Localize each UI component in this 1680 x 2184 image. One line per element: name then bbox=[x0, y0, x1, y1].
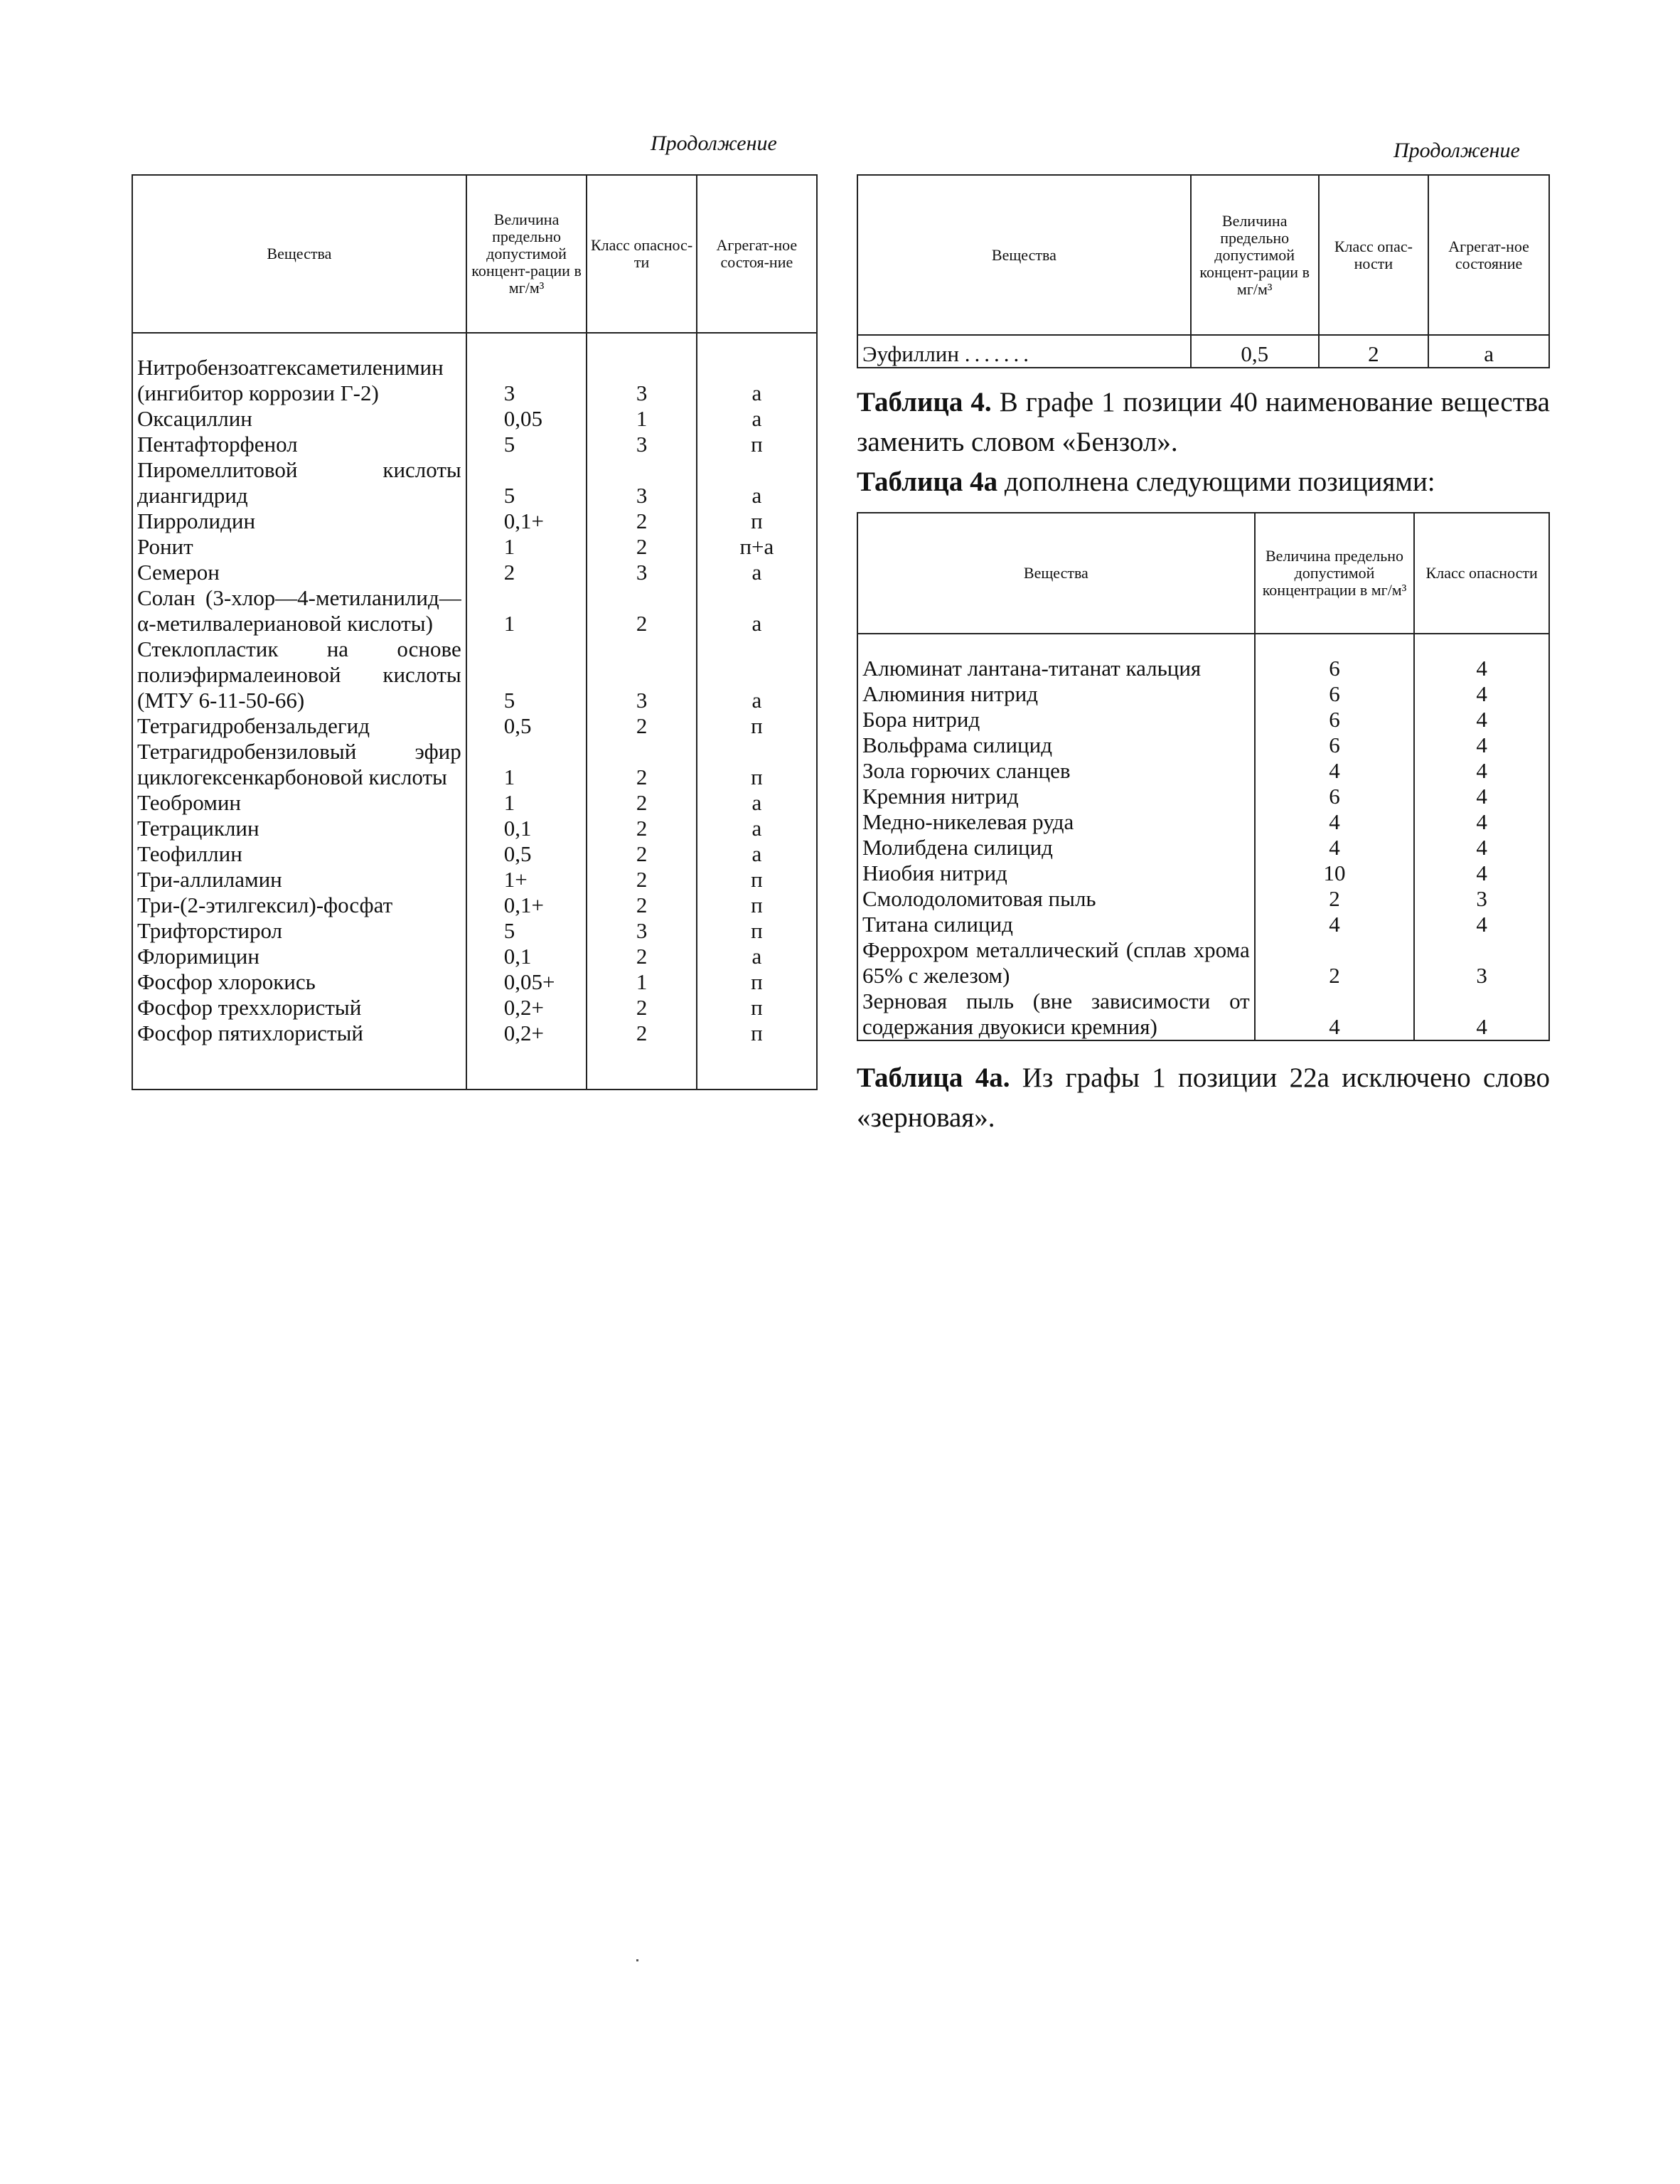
substance-name: Солан (3-хлор—4-метиланилид—α-метилвалериановой кислоты) bbox=[132, 585, 466, 636]
table-row bbox=[857, 335, 1549, 368]
table-row bbox=[132, 893, 817, 918]
table-row bbox=[132, 995, 817, 1021]
substance-name: Стеклопластик на основе полиэфирмалеиновой кислоты (МТУ 6-11-50-66) bbox=[132, 636, 466, 713]
table-row bbox=[132, 508, 817, 534]
concentration-value: 1 bbox=[466, 585, 587, 636]
substance-name: Теофиллин bbox=[132, 841, 466, 867]
table-row bbox=[857, 912, 1549, 937]
concentration-value: 0,1+ bbox=[466, 508, 587, 534]
substance-name: Ниобия нитрид bbox=[857, 861, 1255, 886]
table-row bbox=[132, 534, 817, 560]
table-row bbox=[132, 432, 817, 457]
concentration-value: 0,1 bbox=[466, 944, 587, 969]
header-substances: Вещества bbox=[857, 513, 1255, 634]
hazard-class-value: 4 bbox=[1414, 835, 1549, 861]
table-row bbox=[857, 784, 1549, 809]
concentration-value: 0,05+ bbox=[466, 969, 587, 995]
substance-name: Пирролидин bbox=[132, 508, 466, 534]
concentration-value: 6 bbox=[1255, 733, 1415, 758]
table-row bbox=[132, 944, 817, 969]
hazard-class-value: 2 bbox=[587, 534, 696, 560]
table-row bbox=[857, 758, 1549, 784]
hazard-class-value: 3 bbox=[587, 457, 696, 508]
table-row bbox=[132, 406, 817, 432]
substances-table-left bbox=[132, 174, 818, 1090]
aggregate-state-value: п bbox=[697, 893, 817, 918]
substance-name: Алюминия нитрид bbox=[857, 681, 1255, 707]
aggregate-state-value: а bbox=[697, 333, 817, 406]
concentration-value: 2 bbox=[1255, 886, 1415, 912]
hazard-class-value: 4 bbox=[1414, 989, 1549, 1040]
concentration-value: 5 bbox=[466, 432, 587, 457]
substance-name: Трифторстирол bbox=[132, 918, 466, 944]
substance-name: Эуфиллин ....... bbox=[857, 335, 1191, 368]
concentration-value: 4 bbox=[1255, 809, 1415, 835]
substance-name: Титана силицид bbox=[857, 912, 1255, 937]
aggregate-state-value: п bbox=[697, 739, 817, 790]
hazard-class-value: 3 bbox=[587, 333, 696, 406]
header-max-concentration: Величина предельно допустимой концентрации в мг/м³ bbox=[1255, 513, 1415, 634]
concentration-value: 10 bbox=[1255, 861, 1415, 886]
table-row bbox=[132, 457, 817, 508]
concentration-value: 0,1 bbox=[466, 816, 587, 841]
hazard-class-value: 4 bbox=[1414, 861, 1549, 886]
note-table-4a-text: дополнена следующими позициями: bbox=[997, 467, 1435, 497]
substance-name: Смолодоломитовая пыль bbox=[857, 886, 1255, 912]
table-row bbox=[857, 861, 1549, 886]
table-row bbox=[132, 333, 817, 406]
substance-name: Феррохром металлический (сплав хрома 65% с железом) bbox=[857, 937, 1255, 989]
concentration-value: 1+ bbox=[466, 867, 587, 893]
substance-name: Пиромеллитовой кислоты диангидрид bbox=[132, 457, 466, 508]
aggregate-state-value: п bbox=[697, 918, 817, 944]
substance-name: Теобромин bbox=[132, 790, 466, 816]
substance-name: Три-аллиламин bbox=[132, 867, 466, 893]
hazard-class-value: 3 bbox=[587, 432, 696, 457]
substances-table-4a bbox=[857, 512, 1550, 1041]
aggregate-state-value: а bbox=[1428, 335, 1549, 368]
hazard-class-value: 1 bbox=[587, 969, 696, 995]
header-hazard-class: Класс опасности bbox=[1414, 513, 1549, 634]
concentration-value: 0,2+ bbox=[466, 995, 587, 1021]
hazard-class-value: 3 bbox=[1414, 886, 1549, 912]
substance-name: Алюминат лантана-титанат кальция bbox=[857, 634, 1255, 681]
substance-name: Кремния нитрид bbox=[857, 784, 1255, 809]
table-row bbox=[132, 585, 817, 636]
note-table-4a-exclusion bbox=[857, 1058, 1550, 1138]
table-header-row bbox=[857, 513, 1549, 634]
aggregate-state-value: а bbox=[697, 841, 817, 867]
table-row bbox=[857, 733, 1549, 758]
substance-name: Тетрациклин bbox=[132, 816, 466, 841]
concentration-value: 0,5 bbox=[466, 841, 587, 867]
concentration-value: 4 bbox=[1255, 758, 1415, 784]
table-row bbox=[132, 739, 817, 790]
table-row bbox=[132, 816, 817, 841]
aggregate-state-value: а bbox=[697, 816, 817, 841]
aggregate-state-value: а bbox=[697, 636, 817, 713]
hazard-class-value: 4 bbox=[1414, 733, 1549, 758]
hazard-class-value: 3 bbox=[587, 560, 696, 585]
aggregate-state-value: а bbox=[697, 406, 817, 432]
table-row bbox=[857, 937, 1549, 989]
aggregate-state-value: п bbox=[697, 508, 817, 534]
table-row bbox=[857, 835, 1549, 861]
concentration-value: 3 bbox=[466, 333, 587, 406]
concentration-value: 4 bbox=[1255, 835, 1415, 861]
concentration-value: 5 bbox=[466, 457, 587, 508]
hazard-class-value: 2 bbox=[1319, 335, 1429, 368]
continuation-label-right: Продолжение bbox=[1393, 139, 1520, 162]
table-row bbox=[857, 681, 1549, 707]
substances-table-right-continued bbox=[857, 174, 1550, 368]
substance-name: Пентафторфенол bbox=[132, 432, 466, 457]
substance-name: Ронит bbox=[132, 534, 466, 560]
table-row bbox=[132, 560, 817, 585]
aggregate-state-value: п bbox=[697, 713, 817, 739]
concentration-value: 6 bbox=[1255, 707, 1415, 733]
aggregate-state-value: п bbox=[697, 432, 817, 457]
concentration-value: 5 bbox=[466, 918, 587, 944]
right-column bbox=[857, 174, 1550, 1138]
aggregate-state-value: а bbox=[697, 790, 817, 816]
concentration-value: 2 bbox=[1255, 937, 1415, 989]
substance-name: Тетрагидробензиловый эфир циклогексенкарбоновой кислоты bbox=[132, 739, 466, 790]
substance-name: Зола горючих сланцев bbox=[857, 758, 1255, 784]
substance-name: Бора нитрид bbox=[857, 707, 1255, 733]
concentration-value: 2 bbox=[466, 560, 587, 585]
substance-name: Вольфрама силицид bbox=[857, 733, 1255, 758]
header-substances: Вещества bbox=[857, 175, 1191, 335]
hazard-class-value: 4 bbox=[1414, 681, 1549, 707]
header-hazard-class: Класс опаснос-ти bbox=[587, 175, 696, 333]
header-substances: Вещества bbox=[132, 175, 466, 333]
concentration-value: 6 bbox=[1255, 681, 1415, 707]
note-table-4a-label: Таблица 4а bbox=[857, 467, 998, 497]
note-table-4a-exclusion-text: Из графы 1 позиции 22а исключено слово «зерновая». bbox=[857, 1062, 1550, 1133]
substance-name: Три-(2-этилгексил)-фосфат bbox=[132, 893, 466, 918]
hazard-class-value: 2 bbox=[587, 816, 696, 841]
substance-name: Семерон bbox=[132, 560, 466, 585]
hazard-class-value: 4 bbox=[1414, 784, 1549, 809]
substance-name: Фосфор хлорокись bbox=[132, 969, 466, 995]
table-row bbox=[132, 841, 817, 867]
table-header-row bbox=[857, 175, 1549, 335]
concentration-value: 0,1+ bbox=[466, 893, 587, 918]
table-row bbox=[857, 989, 1549, 1040]
hazard-class-value: 3 bbox=[1414, 937, 1549, 989]
aggregate-state-value: п bbox=[697, 867, 817, 893]
substance-name: Зерновая пыль (вне зависимости от содержания двуокиси кремния) bbox=[857, 989, 1255, 1040]
scan-speck bbox=[636, 1959, 638, 1961]
hazard-class-value: 2 bbox=[587, 1021, 696, 1090]
table-row bbox=[132, 1021, 817, 1090]
concentration-value: 0,5 bbox=[1191, 335, 1319, 368]
substance-name: Тетрагидробензальдегид bbox=[132, 713, 466, 739]
substance-name: Фосфор треххлористый bbox=[132, 995, 466, 1021]
aggregate-state-value: а bbox=[697, 560, 817, 585]
header-max-concentration: Величина предельно допустимой концент-рации в мг/м³ bbox=[1191, 175, 1319, 335]
concentration-value: 0,05 bbox=[466, 406, 587, 432]
concentration-value: 5 bbox=[466, 636, 587, 713]
hazard-class-value: 2 bbox=[587, 790, 696, 816]
aggregate-state-value: а bbox=[697, 585, 817, 636]
continuation-label-left: Продолжение bbox=[651, 132, 777, 155]
substance-name: Фосфор пятихлористый bbox=[132, 1021, 466, 1090]
substance-name: Медно-никелевая руда bbox=[857, 809, 1255, 835]
hazard-class-value: 4 bbox=[1414, 758, 1549, 784]
hazard-class-value: 2 bbox=[587, 508, 696, 534]
hazard-class-value: 2 bbox=[587, 944, 696, 969]
hazard-class-value: 2 bbox=[587, 893, 696, 918]
table-row bbox=[132, 636, 817, 713]
substance-name: Нитробензоатгексаметиленимин (ингибитор коррозии Г-2) bbox=[132, 333, 466, 406]
concentration-value: 4 bbox=[1255, 912, 1415, 937]
concentration-value: 0,2+ bbox=[466, 1021, 587, 1090]
table-header-row bbox=[132, 175, 817, 333]
table-row bbox=[857, 809, 1549, 835]
table-row bbox=[132, 867, 817, 893]
note-table-4 bbox=[857, 383, 1550, 462]
note-table-4-text: В графе 1 позиции 40 наименование вещества заменить словом «Бензол». bbox=[857, 387, 1550, 457]
aggregate-state-value: п+а bbox=[697, 534, 817, 560]
hazard-class-value: 2 bbox=[587, 585, 696, 636]
hazard-class-value: 4 bbox=[1414, 809, 1549, 835]
hazard-class-value: 3 bbox=[587, 918, 696, 944]
concentration-value: 6 bbox=[1255, 634, 1415, 681]
aggregate-state-value: п bbox=[697, 995, 817, 1021]
table-row bbox=[132, 969, 817, 995]
hazard-class-value: 4 bbox=[1414, 912, 1549, 937]
hazard-class-value: 2 bbox=[587, 841, 696, 867]
hazard-class-value: 2 bbox=[587, 867, 696, 893]
hazard-class-value: 2 bbox=[587, 995, 696, 1021]
header-max-concentration: Величина предельно допустимой концент-рации в мг/м³ bbox=[466, 175, 587, 333]
note-table-4-label: Таблица 4. bbox=[857, 387, 992, 417]
table-row bbox=[857, 707, 1549, 733]
concentration-value: 1 bbox=[466, 739, 587, 790]
note-table-4a-exclusion-label: Таблица 4а. bbox=[857, 1062, 1010, 1093]
left-table-container bbox=[132, 174, 818, 1090]
hazard-class-value: 2 bbox=[587, 739, 696, 790]
header-hazard-class: Класс опас-ности bbox=[1319, 175, 1429, 335]
table-row bbox=[857, 886, 1549, 912]
concentration-value: 4 bbox=[1255, 989, 1415, 1040]
substance-name: Оксациллин bbox=[132, 406, 466, 432]
hazard-class-value: 2 bbox=[587, 713, 696, 739]
note-table-4a-additions bbox=[857, 462, 1550, 502]
hazard-class-value: 4 bbox=[1414, 634, 1549, 681]
table-row bbox=[132, 790, 817, 816]
aggregate-state-value: а bbox=[697, 457, 817, 508]
table-row bbox=[857, 634, 1549, 681]
header-aggregate-state: Агрегат-ное состоя-ние bbox=[697, 175, 817, 333]
substance-name: Молибдена силицид bbox=[857, 835, 1255, 861]
concentration-value: 1 bbox=[466, 790, 587, 816]
concentration-value: 6 bbox=[1255, 784, 1415, 809]
hazard-class-value: 3 bbox=[587, 636, 696, 713]
hazard-class-value: 4 bbox=[1414, 707, 1549, 733]
header-aggregate-state: Агрегат-ное состояние bbox=[1428, 175, 1549, 335]
concentration-value: 0,5 bbox=[466, 713, 587, 739]
table-row bbox=[132, 918, 817, 944]
substance-name: Флоримицин bbox=[132, 944, 466, 969]
concentration-value: 1 bbox=[466, 534, 587, 560]
hazard-class-value: 1 bbox=[587, 406, 696, 432]
aggregate-state-value: п bbox=[697, 969, 817, 995]
aggregate-state-value: а bbox=[697, 944, 817, 969]
table-row bbox=[132, 713, 817, 739]
aggregate-state-value: п bbox=[697, 1021, 817, 1090]
